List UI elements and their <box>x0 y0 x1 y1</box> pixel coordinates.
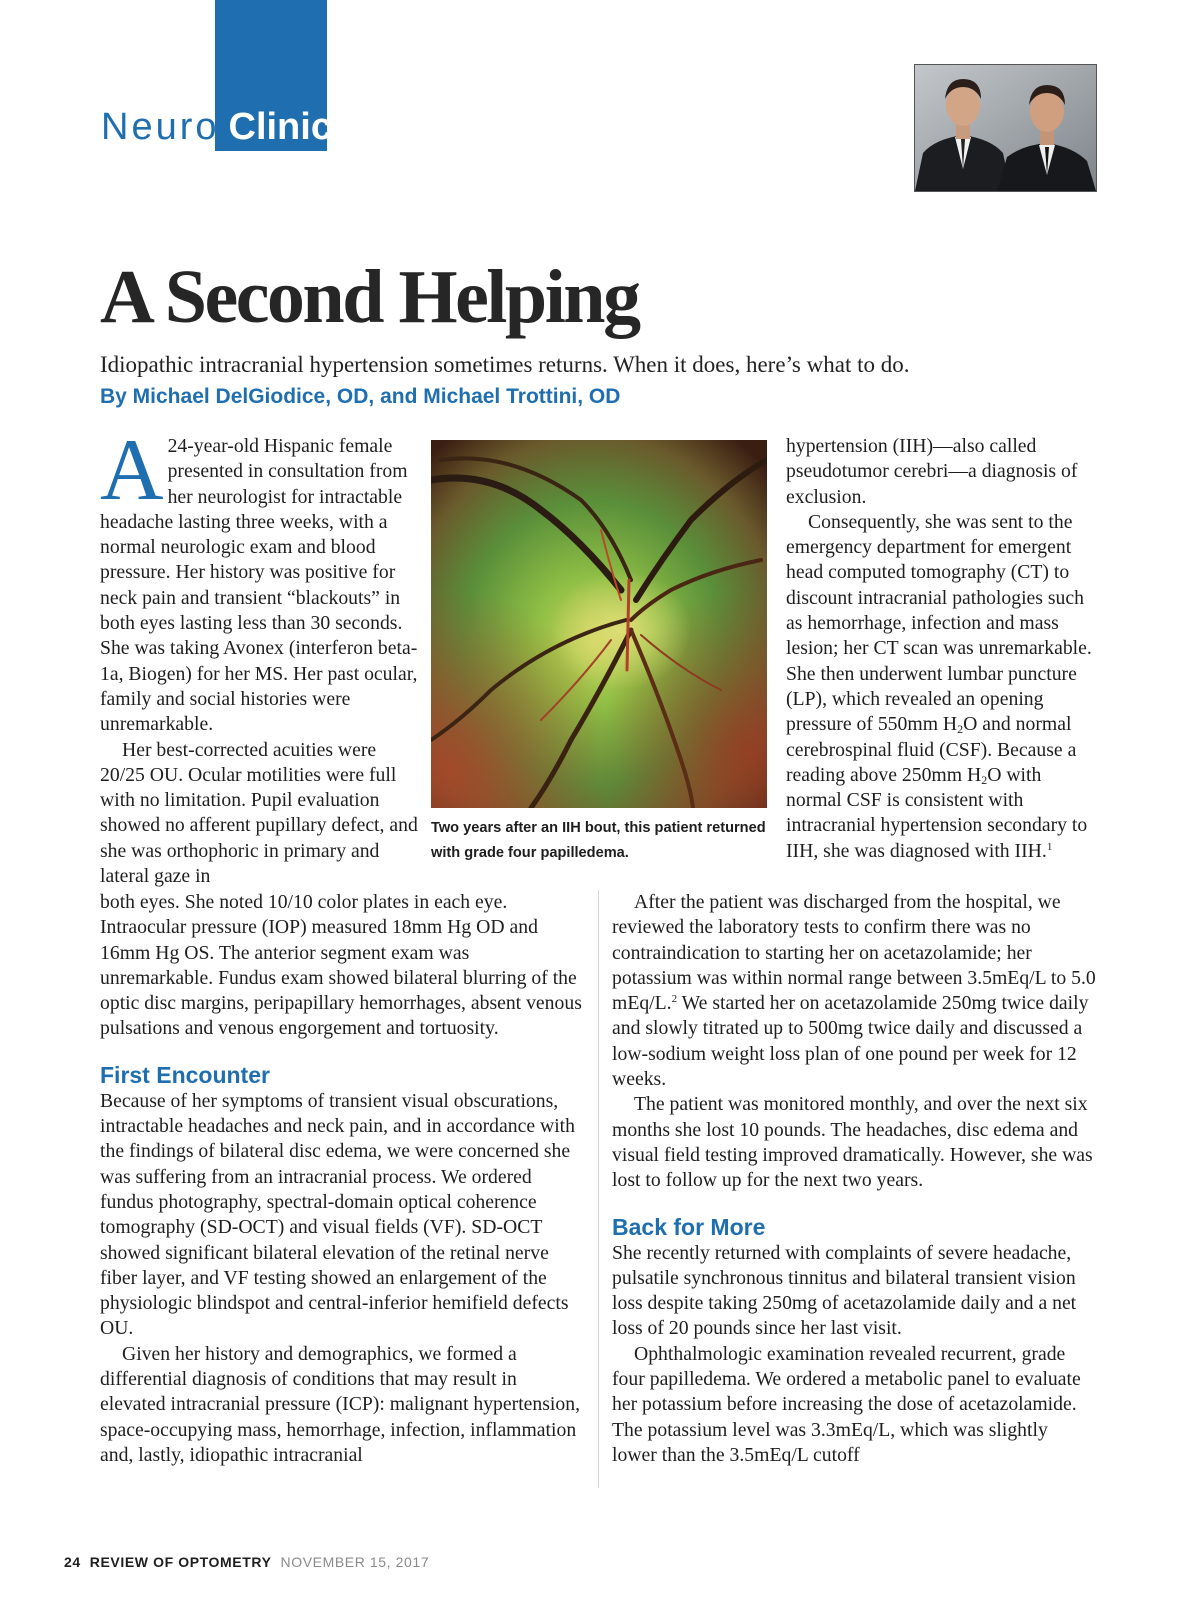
reference-marker: 1 <box>1046 840 1053 853</box>
paragraph-intro-text: 24-year-old Hispanic female presented in consultation from her neurologist for intractable headache lasting three weeks, with a normal neurologic exam and blood pressure. Her history was positive for neck pain and transient “blackouts” in both eyes lasting less than 30 seconds. She was taking Avonex (interferon beta-1a, Biogen) for her MS. Her past ocular, family and social histories were unremarkable. <box>100 435 418 736</box>
paragraph-intro <box>100 422 422 738</box>
department-word-neuro: Neuro <box>101 106 220 148</box>
article-title: A Second Helping <box>100 255 639 339</box>
paragraph-return: She recently returned with complaints of severe headache, pulsatile synchronous tinnitus and bilateral transient vision loss despite taking 250mg of acetazolamide daily and a net loss of 20 pounds since her last visit. <box>612 1241 1077 1340</box>
paragraph-emergency <box>786 510 1096 864</box>
page-number: 24 <box>64 1554 81 1570</box>
article-byline: By Michael DelGiodice, OD, and Michael Trottini, OD <box>100 385 621 408</box>
paragraph-discharge <box>612 890 1096 1092</box>
paragraph-symptoms: Because of her symptoms of transient visual obscurations, intractable headaches and neck pain, and in accordance with the findings of bilateral disc edema, we were concerned she was suffering from an intracranial process. We ordered fundus photography, spectral-domain optical coherence tomography (SD-OCT) and visual fields (VF). SD-OCT showed significant bilateral elevation of the retinal nerve fiber layer, and VF testing showed an enlargement of the physiologic blindspot and central-inferior hemifield defects OU. <box>100 1089 575 1340</box>
publication-name: REVIEW OF OPTOMETRY <box>89 1554 272 1570</box>
column-left-top <box>100 422 422 889</box>
author-portraits-image <box>915 65 1096 191</box>
paragraph-differential: Given her history and demographics, we formed a differential diagnosis of conditions that may result in elevated intracranial pressure (ICP): malignant hypertension, space-occupying mass, hemorrhage, infection, inflammation and, lastly, idiopathic intracranial <box>100 1342 580 1466</box>
drop-cap: A <box>100 422 164 519</box>
author-photo <box>914 64 1097 192</box>
paragraph-ophthalmologic-exam: Ophthalmologic examination revealed recurrent, grade four papilledema. We ordered a metabolic panel to evaluate her potassium before increasing the dose of acetazolamide. The potassium level was 3.3mEq/L, which was slightly lower than the 3.5mEq/L cutoff <box>612 1342 1081 1466</box>
paragraph-exam-continued: both eyes. She noted 10/10 color plates in each eye. Intraocular pressure (IOP) measured 18mm Hg OD and 16mm Hg OS. The anterior segment exam was unremarkable. Fundus exam showed bilateral blurring of the optic disc margins, peripapillary hemorrhages, absent venous pulsations and venous engorgement and tortuosity. <box>100 891 582 1040</box>
department-label <box>101 103 332 151</box>
figure-caption: Two years after an IIH bout, this patient returned with grade four papilledema. <box>431 820 766 862</box>
paragraph-discharge-text-1: After the patient was discharged from the hospital, we reviewed the laboratory tests to confirm there was no contraindication to starting her on acetazolamide; her potassium was within normal range between 3.5mEq/L to 5.0 mEq/L. <box>612 891 1096 1015</box>
paragraph-iih-definition: hypertension (IIH)—also called pseudotumor cerebri—a diagnosis of exclusion. <box>786 435 1078 508</box>
paragraph-monitoring: The patient was monitored monthly, and over the next six months she lost 10 pounds. The headaches, disc edema and visual field testing improved dramatically. However, she was lost to follow up for the next two years. <box>612 1093 1093 1192</box>
papilledema-fundus-image <box>431 440 767 808</box>
subscript-two: 2 <box>981 772 988 787</box>
column-right-bottom <box>612 890 1096 1468</box>
column-left-bottom <box>100 890 584 1468</box>
issue-date: NOVEMBER 15, 2017 <box>280 1554 430 1570</box>
department-word-clinic: Clinic <box>228 106 332 148</box>
page-footer <box>64 1552 429 1572</box>
column-divider <box>598 890 599 1488</box>
subscript-two: 2 <box>957 722 964 737</box>
article-deck: Idiopathic intracranial hypertension sometimes returns. When it does, here’s what to do. <box>100 352 910 377</box>
section-heading-first-encounter: First Encounter <box>100 1061 270 1088</box>
section-heading-back-for-more: Back for More <box>612 1213 766 1240</box>
paragraph-emergency-text-3: O with normal CSF is consistent with intracranial hypertension secondary to IIH, she was diagnosed with IIH. <box>786 763 1088 862</box>
paragraph-emergency-text-2: O and normal cerebrospinal fluid (CSF). Because a reading above 250mm H <box>786 713 1077 786</box>
paragraph-discharge-text-2: We started her on acetazolamide 250mg twice daily and slowly titrated up to 500mg twice daily and discussed a low-sodium weight loss plan of one pound per week for 12 weeks. <box>612 992 1089 1091</box>
reference-marker: 2 <box>671 993 678 1006</box>
paragraph-acuities: Her best-corrected acuities were 20/25 OU. Ocular motilities were full with no limitation. Pupil evaluation showed no afferent pupillary defect, and she was orthophoric in primary and lateral gaze in <box>100 738 418 888</box>
column-right-top <box>786 434 1096 864</box>
fundus-photo <box>431 440 767 808</box>
paragraph-emergency-text-1: Consequently, she was sent to the emergency department for emergent head computed tomography (CT) to discount intracranial pathologies such as hemorrhage, infection and mass lesion; her CT scan was unremarkable. She then underwent lumbar puncture (LP), which revealed an opening pressure of 550mm H <box>786 510 1092 736</box>
